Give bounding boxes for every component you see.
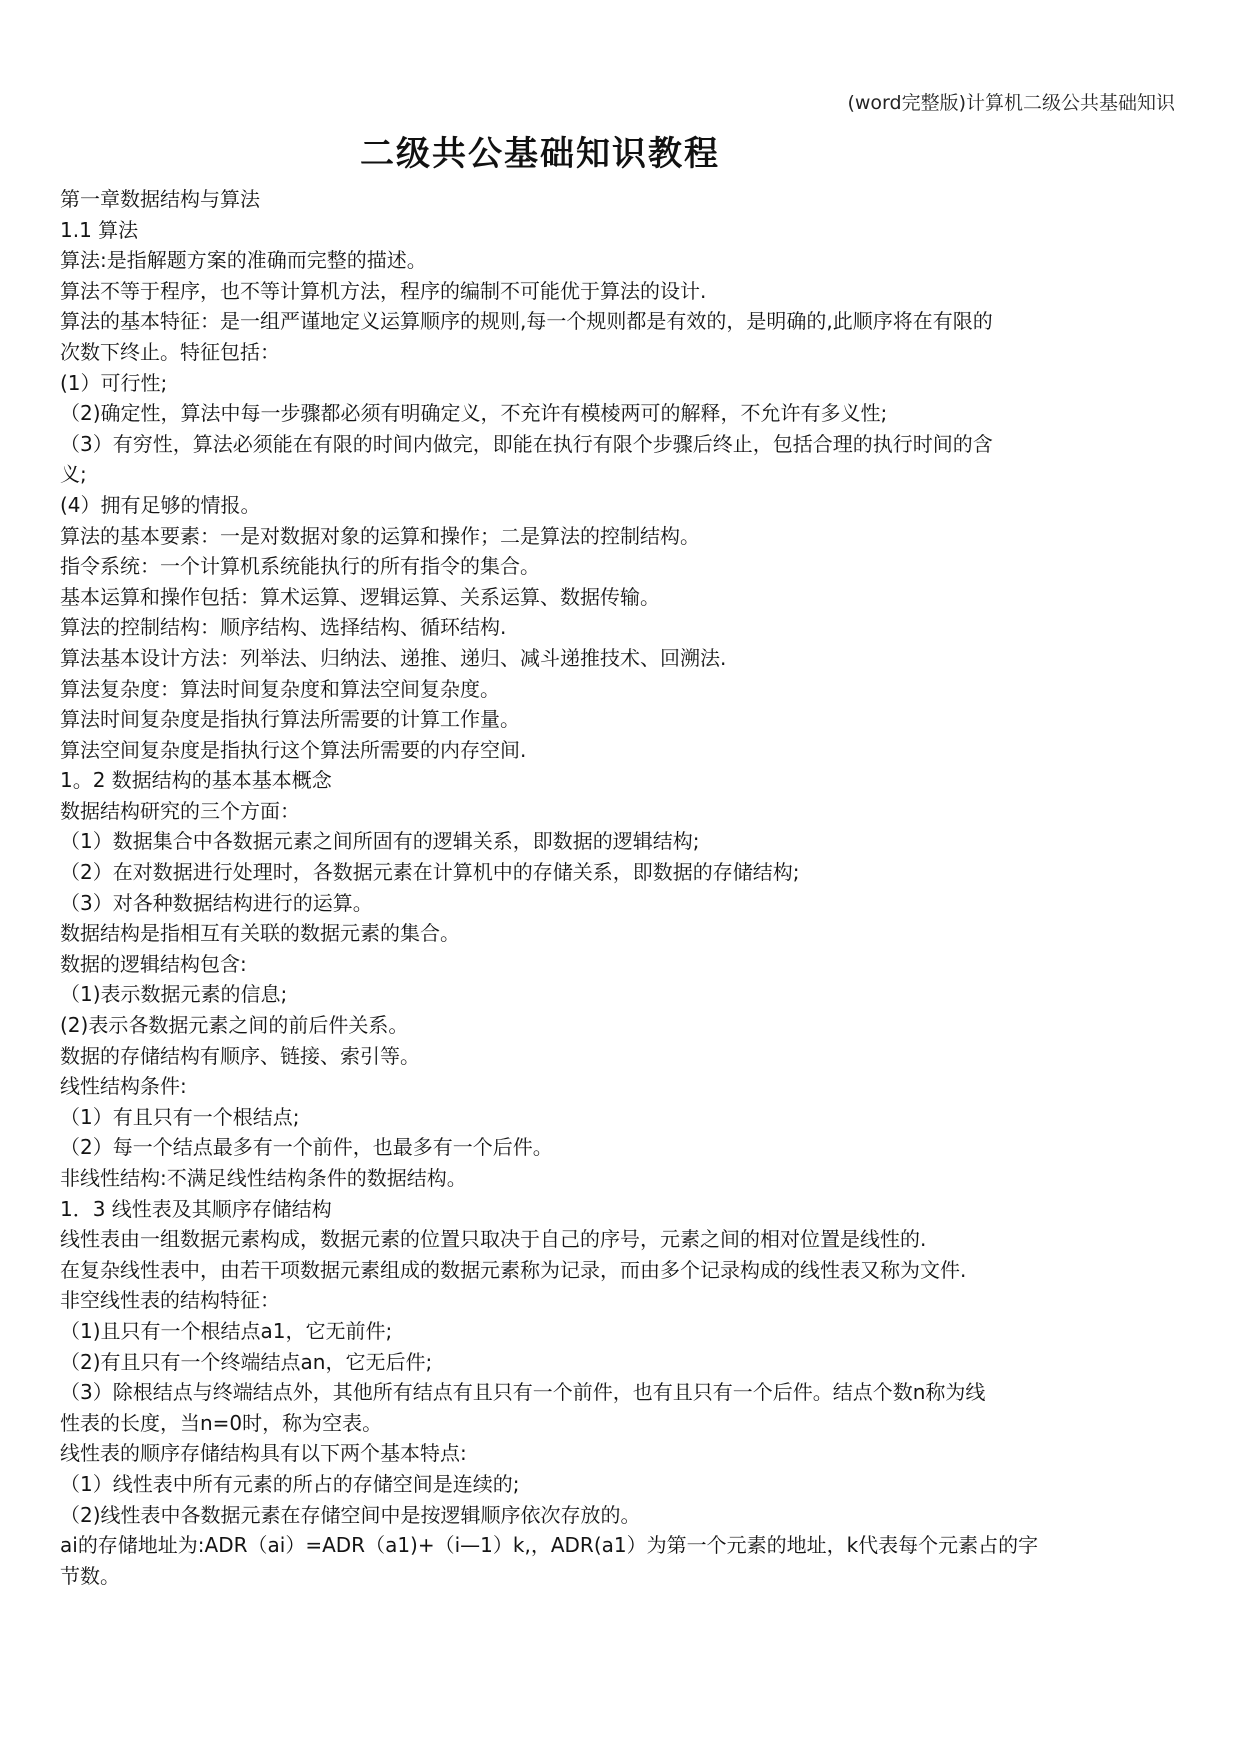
list-item: （2)线性表中各数据元素在存储空间中是按逻辑顺序依次存放的。 (60, 1502, 641, 1527)
text-line: 线性表由一组数据元素构成，数据元素的位置只取决于自己的序号，元素之间的相对位置是线性的. (60, 1227, 927, 1252)
text-line: 非线性结构:不满足线性结构条件的数据结构。 (60, 1166, 467, 1190)
list-item: （3）对各种数据结构进行的运算。 (60, 890, 373, 915)
text-line: 算法:是指解题方案的准确而完整的描述。 (60, 248, 427, 273)
text-line: 算法复杂度：算法时间复杂度和算法空间复杂度。 (60, 676, 500, 701)
list-item: (1）可行性; (60, 370, 168, 395)
text-line: 非空线性表的结构特征： (60, 1288, 280, 1313)
text-line: 算法空间复杂度是指执行这个算法所需要的内存空间. (60, 737, 527, 762)
text-line: 数据结构研究的三个方面： (60, 798, 300, 823)
list-item: （2)确定性，算法中每一步骤都必须有明确定义，不充许有模棱两可的解释，不允许有多义性; (60, 401, 888, 426)
text-line: 算法不等于程序，也不等计算机方法，程序的编制不可能优于算法的设计. (60, 278, 707, 303)
list-item: （1)且只有一个根结点a1，它无前件; (60, 1318, 393, 1343)
text-line: 数据的逻辑结构包含: (60, 951, 247, 976)
text-line: 义; (60, 462, 87, 487)
list-item: （2)有且只有一个终端结点an，它无后件; (60, 1349, 433, 1374)
list-item: （3）有穷性，算法必须能在有限的时间内做完，即能在执行有限个步骤后终止，包括合理的执行时间的含 (60, 431, 993, 456)
list-item: （3）除根结点与终端结点外，其他所有结点有且只有一个前件，也有且只有一个后件。结点个数n称为线 (60, 1380, 986, 1405)
list-item: （1)表示数据元素的信息; (60, 982, 288, 1007)
text-line: 指令系统：一个计算机系统能执行的所有指令的集合。 (60, 554, 540, 579)
section-heading: 1.1 算法 (60, 217, 139, 242)
text-line: 次数下终止。特征包括： (60, 339, 280, 364)
text-line: 算法的控制结构：顺序结构、选择结构、循环结构. (60, 615, 507, 640)
document-body (60, 184, 1182, 1591)
list-item: （2）在对数据进行处理时，各数据元素在计算机中的存储关系，即数据的存储结构; (60, 860, 800, 885)
chapter-heading: 第一章数据结构与算法 (60, 187, 260, 211)
text-line: 基本运算和操作包括：算术运算、逻辑运算、关系运算、数据传输。 (60, 584, 660, 609)
text-line: 性表的长度，当n=0时，称为空表。 (60, 1410, 383, 1435)
text-line: 在复杂线性表中，由若干项数据元素组成的数据元素称为记录，而由多个记录构成的线性表又称为文件. (60, 1257, 967, 1282)
text-line: 节数。 (60, 1563, 120, 1588)
list-item: (4）拥有足够的情报。 (60, 492, 261, 517)
list-item: (2)表示各数据元素之间的前后件关系。 (60, 1013, 409, 1038)
text-line: 算法基本设计方法：列举法、归纳法、递推、递归、减斗递推技术、回溯法. (60, 645, 727, 670)
text-line: 算法的基本特征：是一组严谨地定义运算顺序的规则,每一个规则都是有效的，是明确的,此顺序将在有限的 (60, 309, 993, 334)
text-line: 算法的基本要素：一是对数据对象的运算和操作；二是算法的控制结构。 (60, 523, 700, 548)
document-title: 二级共公基础知识教程 (360, 134, 720, 174)
list-item: （1）有且只有一个根结点; (60, 1104, 300, 1129)
text-line: ai的存储地址为:ADR（ai）=ADR（a1)+（i—1）k,，ADR(a1）为第一个元素的地址，k代表每个元素占的字 (60, 1533, 1039, 1558)
section-heading: 1。2 数据结构的基本基本概念 (60, 768, 332, 793)
text-line: 数据结构是指相互有关联的数据元素的集合。 (60, 921, 460, 946)
text-line: 线性结构条件: (60, 1074, 187, 1099)
list-item: （1）数据集合中各数据元素之间所固有的逻辑关系，即数据的逻辑结构; (60, 829, 700, 854)
list-item: （2）每一个结点最多有一个前件，也最多有一个后件。 (60, 1135, 553, 1160)
list-item: （1）线性表中所有元素的所占的存储空间是连续的; (60, 1471, 520, 1496)
running-header: (word完整版)计算机二级公共基础知识 (847, 92, 1175, 114)
text-line: 数据的存储结构有顺序、链接、索引等。 (60, 1043, 420, 1068)
text-line: 算法时间复杂度是指执行算法所需要的计算工作量。 (60, 707, 520, 732)
text-line: 线性表的顺序存储结构具有以下两个基本特点: (60, 1441, 467, 1466)
section-heading: 1．3 线性表及其顺序存储结构 (60, 1196, 332, 1221)
